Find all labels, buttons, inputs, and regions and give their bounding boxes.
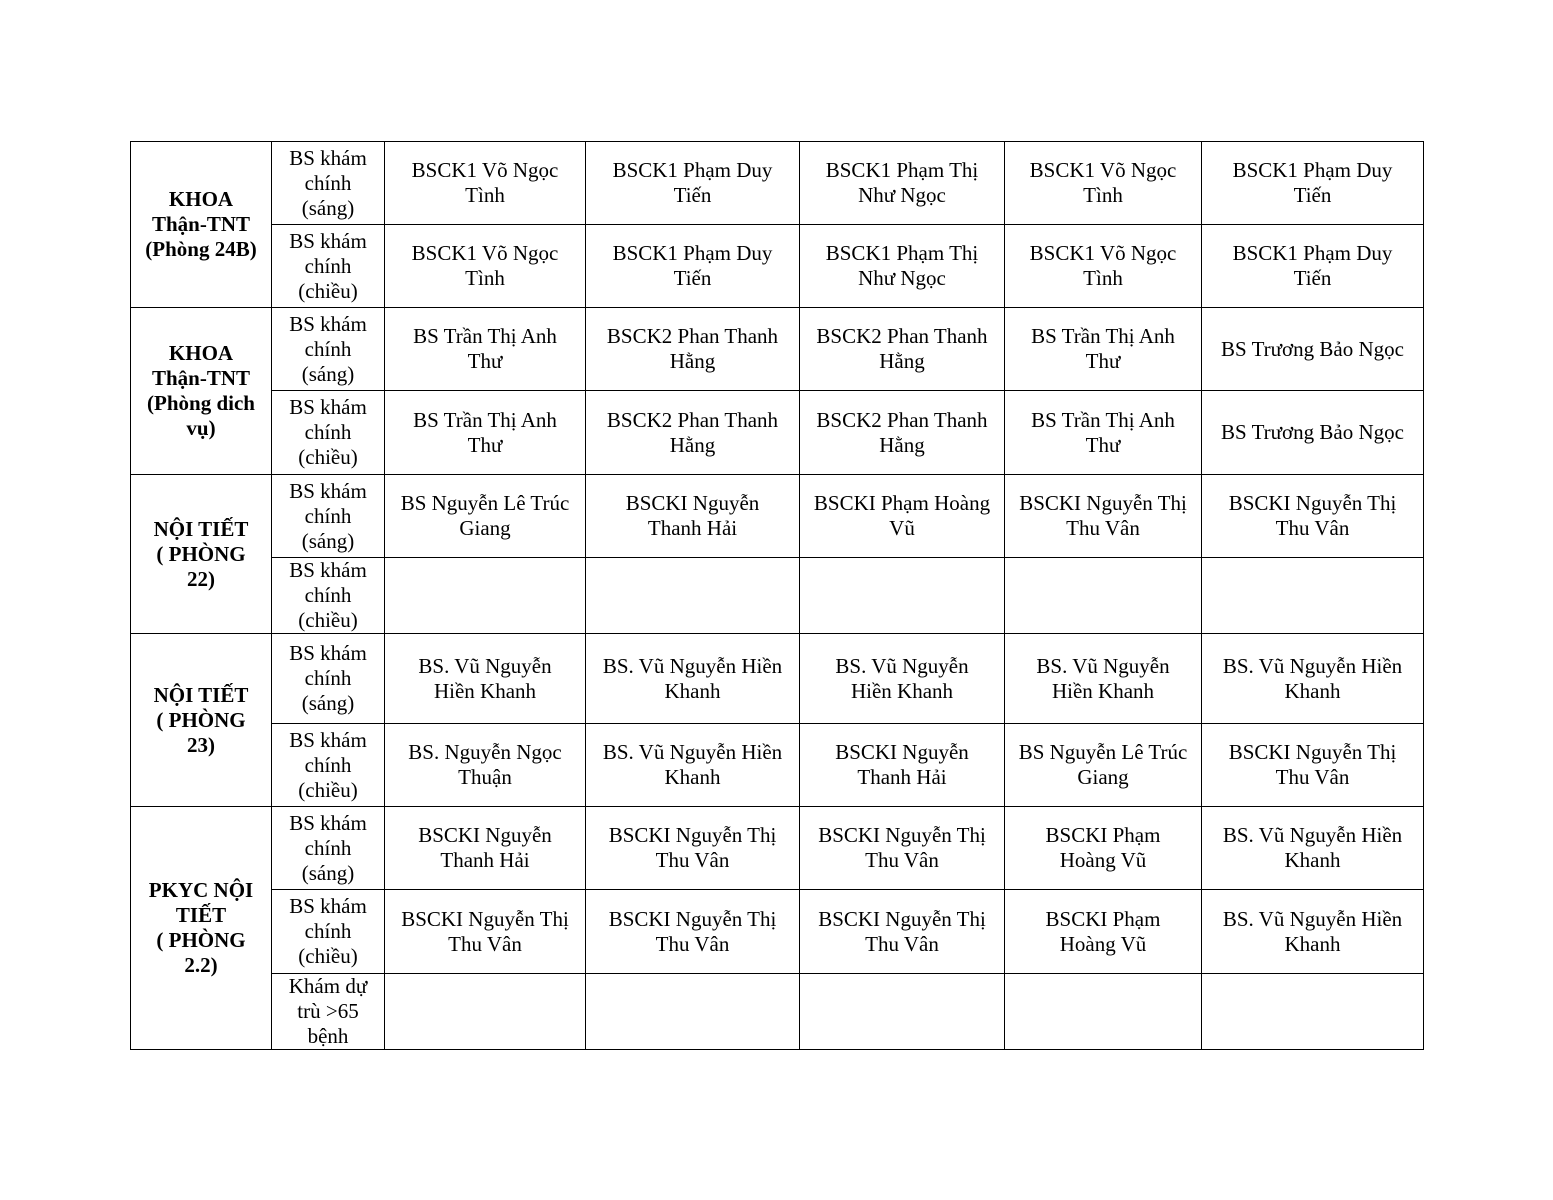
doctor-cell — [800, 634, 1005, 724]
cell-text-line: Khám dự — [288, 974, 368, 998]
cell-text-line: BSCK1 Phạm Thị — [825, 241, 979, 265]
cell-text-line: BSCKI Nguyễn Thị — [1019, 491, 1187, 515]
doctor-cell — [800, 890, 1005, 974]
schedule-body — [131, 142, 1424, 1050]
cell-text-line: BS khám — [289, 145, 367, 170]
doctor-cell — [385, 225, 586, 308]
cell-text-line: BS Trần Thị Anh — [413, 324, 557, 348]
cell-text-line: chính — [304, 835, 352, 860]
cell-text-line: BSCK1 Phạm Duy — [1232, 158, 1393, 182]
cell-text-line: BSCK1 Phạm Duy — [612, 158, 773, 182]
department-cell — [131, 634, 272, 807]
cell-text-line: BS. Nguyễn Ngọc — [408, 740, 562, 764]
doctor-cell — [1202, 475, 1424, 558]
cell-text-line: BSCKI Nguyễn Thị — [608, 823, 777, 847]
cell-text-line: Hằng — [669, 432, 716, 457]
table-row — [131, 225, 1424, 308]
cell-text-line: Tiến — [1293, 266, 1332, 290]
doctor-cell — [1005, 890, 1202, 974]
doctor-cell — [1202, 807, 1424, 890]
cell-text-line: Khanh — [1284, 678, 1341, 703]
cell-text-line: BSCK2 Phan Thanh — [816, 407, 988, 432]
cell-text-line: (Phòng dich — [147, 391, 255, 415]
doctor-cell — [1202, 225, 1424, 308]
shift-cell — [272, 391, 385, 475]
doctor-cell — [1202, 391, 1424, 475]
cell-text-line: chính — [304, 919, 352, 943]
cell-text-line: BS. Vũ Nguyễn Hiền — [1222, 906, 1403, 931]
doctor-cell — [385, 890, 586, 974]
doctor-cell — [1005, 391, 1202, 475]
cell-text-line: 22) — [187, 566, 215, 591]
cell-text-line: BSCKI Nguyễn Thị — [1228, 491, 1397, 515]
shift-cell — [272, 142, 385, 225]
doctor-cell — [586, 475, 800, 558]
shift-cell — [272, 308, 385, 391]
cell-text-line: BSCKI Nguyễn Thị — [1228, 740, 1397, 764]
cell-text-line: BS khám — [289, 727, 367, 752]
doctor-cell — [1005, 807, 1202, 890]
doctor-cell — [800, 724, 1005, 807]
cell-text-line: ( PHÒNG — [156, 707, 246, 732]
cell-text-line: (chiều) — [298, 445, 358, 469]
cell-text-line: BS. Vũ Nguyễn — [835, 653, 969, 678]
doctor-cell — [586, 308, 800, 391]
table-row — [131, 475, 1424, 558]
cell-text-line: Thanh Hải — [857, 765, 947, 789]
doctor-cell — [800, 558, 1005, 634]
cell-text-line: BS khám — [289, 894, 367, 918]
cell-text-line: Hoàng Vũ — [1059, 848, 1147, 872]
cell-text-line: (chiều) — [298, 608, 358, 632]
cell-text-line: BS. Vũ Nguyễn Hiền — [602, 740, 783, 764]
department-cell — [131, 475, 272, 634]
cell-text-line: Giang — [459, 516, 511, 540]
cell-text-line: bệnh — [307, 1024, 349, 1048]
doctor-cell — [1005, 142, 1202, 225]
cell-text-line: BSCKI Phạm Hoàng — [813, 491, 991, 515]
cell-text-line: Thu Vân — [1275, 765, 1350, 789]
cell-text-line: Thận-TNT — [151, 212, 251, 236]
doctor-cell — [385, 634, 586, 724]
cell-text-line: BSCK1 Phạm Duy — [612, 241, 773, 265]
cell-text-line: Thu Vân — [1275, 516, 1350, 540]
doctor-cell — [385, 807, 586, 890]
shift-cell — [272, 890, 385, 974]
doctor-cell — [385, 558, 586, 634]
doctor-cell — [800, 475, 1005, 558]
cell-text-line: vụ) — [186, 416, 216, 440]
shift-cell — [272, 634, 385, 724]
cell-text-line: BSCKI Nguyễn — [835, 740, 969, 764]
cell-text-line: Hằng — [879, 349, 925, 373]
cell-text-line: Tình — [465, 266, 505, 290]
doctor-cell — [1202, 974, 1424, 1050]
cell-text-line: chính — [304, 503, 352, 528]
cell-text-line: BS khám — [289, 641, 367, 665]
cell-text-line: Thu Vân — [865, 848, 939, 872]
doctor-cell — [385, 142, 586, 225]
cell-text-line: BSCK1 Võ Ngọc — [1029, 158, 1177, 182]
doctor-cell — [1202, 308, 1424, 391]
cell-text-line: Như Ngọc — [858, 183, 946, 207]
doctor-cell — [586, 391, 800, 475]
cell-text-line: ( PHÒNG — [156, 928, 246, 952]
cell-text-line: Thư — [1085, 349, 1121, 373]
cell-text-line: Tình — [1083, 183, 1123, 207]
cell-text-line: Như Ngọc — [858, 266, 946, 290]
table-row — [131, 558, 1424, 634]
table-row — [131, 142, 1424, 225]
cell-text-line: Hoàng Vũ — [1059, 931, 1147, 956]
cell-text-line: BS. Vũ Nguyễn — [1036, 653, 1170, 678]
cell-text-line: BS Trương Bảo Ngọc — [1221, 336, 1404, 361]
doctor-cell — [586, 558, 800, 634]
cell-text-line: NỘI TIẾT — [153, 682, 249, 707]
cell-text-line: 2.2) — [184, 953, 218, 977]
cell-text-line: trù >65 — [297, 999, 359, 1023]
cell-text-line: 23) — [187, 732, 215, 757]
cell-text-line: BS. Vũ Nguyễn Hiền — [1222, 653, 1403, 678]
cell-text-line: Tiến — [673, 266, 712, 290]
doctor-cell — [586, 890, 800, 974]
cell-text-line: chính — [304, 583, 352, 607]
cell-text-line: Thu Vân — [655, 931, 730, 956]
cell-text-line: BS Trần Thị Anh — [413, 407, 557, 432]
shift-cell — [272, 475, 385, 558]
doctor-cell — [800, 142, 1005, 225]
cell-text-line: chính — [304, 170, 352, 195]
cell-text-line: (chiều) — [298, 944, 358, 968]
cell-text-line: (sáng) — [301, 361, 355, 386]
cell-text-line: Thu Vân — [865, 931, 939, 956]
cell-text-line: chính — [304, 420, 352, 444]
cell-text-line: Thanh Hải — [440, 848, 530, 872]
cell-text-line: Tiến — [1293, 183, 1332, 207]
cell-text-line: BSCKI Nguyễn Thị — [608, 906, 777, 931]
cell-text-line: Hằng — [879, 432, 925, 457]
doctor-cell — [1202, 890, 1424, 974]
table-row — [131, 308, 1424, 391]
shift-cell — [272, 974, 385, 1050]
cell-text-line: Thanh Hải — [647, 516, 738, 540]
cell-text-line: BS Trương Bảo Ngọc — [1221, 420, 1404, 444]
cell-text-line: Thu Vân — [1066, 516, 1140, 540]
cell-text-line: (sáng) — [301, 528, 355, 553]
cell-text-line: BSCKI Nguyễn — [625, 491, 760, 515]
cell-text-line: BSCK1 Võ Ngọc — [411, 158, 559, 182]
cell-text-line: BSCKI Nguyễn Thị — [818, 823, 986, 847]
doctor-cell — [586, 225, 800, 308]
doctor-cell — [800, 807, 1005, 890]
cell-text-line: Hiền Khanh — [850, 678, 954, 703]
table-row — [131, 974, 1424, 1050]
cell-text-line: Tiến — [673, 183, 712, 207]
doctor-cell — [586, 974, 800, 1050]
cell-text-line: BS Nguyễn Lê Trúc — [400, 491, 570, 515]
department-cell — [131, 142, 272, 308]
cell-text-line: BSCK2 Phan Thanh — [606, 324, 779, 348]
cell-text-line: Khanh — [664, 765, 721, 789]
cell-text-line: NỘI TIẾT — [153, 516, 249, 541]
cell-text-line: chính — [304, 253, 352, 278]
cell-text-line: Thu Vân — [655, 848, 730, 872]
cell-text-line: KHOA — [168, 187, 234, 211]
cell-text-line: BS khám — [289, 478, 367, 503]
doctor-cell — [586, 634, 800, 724]
cell-text-line: BS khám — [289, 395, 367, 419]
cell-text-line: Hằng — [669, 349, 716, 373]
cell-text-line: TIẾT — [175, 903, 227, 927]
doctor-cell — [800, 308, 1005, 391]
doctor-cell — [385, 308, 586, 391]
doctor-cell — [1005, 308, 1202, 391]
doctor-cell — [586, 724, 800, 807]
cell-text-line: BS. Vũ Nguyễn Hiền — [602, 653, 783, 678]
cell-text-line: Giang — [1077, 765, 1129, 789]
doctor-cell — [1202, 558, 1424, 634]
cell-text-line: Thư — [467, 349, 503, 373]
doctor-cell — [385, 974, 586, 1050]
cell-text-line: (chiều) — [298, 278, 358, 303]
table-row — [131, 807, 1424, 890]
cell-text-line: BS khám — [289, 311, 367, 336]
cell-text-line: BS Trần Thị Anh — [1031, 407, 1175, 432]
doctor-cell — [1005, 475, 1202, 558]
cell-text-line: Khanh — [1284, 848, 1341, 872]
shift-cell — [272, 558, 385, 634]
cell-text-line: BSCK1 Phạm Thị — [825, 158, 979, 182]
doctor-cell — [1005, 225, 1202, 308]
cell-text-line: chính — [304, 752, 352, 777]
doctor-cell — [800, 391, 1005, 475]
table-row — [131, 391, 1424, 475]
cell-text-line: Hiền Khanh — [433, 678, 537, 703]
cell-text-line: BSCKI Phạm — [1045, 823, 1161, 847]
doctor-cell — [800, 225, 1005, 308]
cell-text-line: BSCK1 Phạm Duy — [1232, 241, 1393, 265]
cell-text-line: (sáng) — [301, 195, 355, 220]
cell-text-line: chính — [304, 336, 352, 361]
department-cell — [131, 308, 272, 475]
cell-text-line: (Phòng 24B) — [145, 237, 257, 261]
cell-text-line: (chiều) — [298, 777, 358, 802]
cell-text-line: BSCK1 Võ Ngọc — [411, 241, 559, 265]
doctor-cell — [1202, 634, 1424, 724]
doctor-cell — [1202, 724, 1424, 807]
cell-text-line: (sáng) — [301, 860, 355, 885]
cell-text-line: chính — [304, 666, 352, 690]
doctor-cell — [800, 974, 1005, 1050]
cell-text-line: BSCK1 Võ Ngọc — [1029, 241, 1177, 265]
table-row — [131, 890, 1424, 974]
cell-text-line: BSCKI Phạm — [1045, 906, 1161, 931]
cell-text-line: BSCKI Nguyễn — [418, 823, 552, 847]
doctor-cell — [385, 724, 586, 807]
cell-text-line: Thư — [467, 432, 503, 457]
cell-text-line: Hiền Khanh — [1051, 678, 1155, 703]
cell-text-line: BSCKI Nguyễn Thị — [818, 906, 986, 931]
shift-cell — [272, 724, 385, 807]
cell-text-line: BSCK2 Phan Thanh — [816, 324, 988, 348]
schedule-table — [130, 141, 1424, 1050]
cell-text-line: Khanh — [664, 678, 721, 703]
doctor-cell — [586, 142, 800, 225]
cell-text-line: Thận-TNT — [151, 366, 251, 390]
cell-text-line: Thư — [1085, 432, 1121, 457]
cell-text-line: BSCK2 Phan Thanh — [606, 407, 779, 432]
doctor-cell — [586, 807, 800, 890]
shift-cell — [272, 807, 385, 890]
department-cell — [131, 807, 272, 1050]
cell-text-line: BS Nguyễn Lê Trúc — [1018, 740, 1188, 764]
cell-text-line: PKYC NỘI — [148, 878, 254, 902]
doctor-cell — [1005, 634, 1202, 724]
cell-text-line: Thuận — [458, 765, 512, 789]
cell-text-line: BS khám — [289, 228, 367, 253]
cell-text-line: BS Trần Thị Anh — [1031, 324, 1175, 348]
cell-text-line: BS. Vũ Nguyễn Hiền — [1222, 823, 1403, 847]
cell-text-line: Vũ — [889, 516, 915, 540]
doctor-cell — [1005, 724, 1202, 807]
table-row — [131, 634, 1424, 724]
cell-text-line: Khanh — [1284, 931, 1341, 956]
cell-text-line: Thu Vân — [448, 931, 522, 956]
cell-text-line: (sáng) — [301, 691, 355, 715]
cell-text-line: Tình — [1083, 266, 1123, 290]
cell-text-line: BS. Vũ Nguyễn — [418, 653, 552, 678]
cell-text-line: BS khám — [289, 810, 367, 835]
cell-text-line: BS khám — [289, 558, 367, 582]
doctor-cell — [385, 391, 586, 475]
cell-text-line: KHOA — [168, 341, 234, 365]
cell-text-line: Tình — [465, 183, 505, 207]
doctor-cell — [1202, 142, 1424, 225]
cell-text-line: BSCKI Nguyễn Thị — [401, 906, 569, 931]
doctor-cell — [1005, 974, 1202, 1050]
doctor-cell — [1005, 558, 1202, 634]
doctor-cell — [385, 475, 586, 558]
table-row — [131, 724, 1424, 807]
cell-text-line: ( PHÒNG — [156, 541, 246, 566]
shift-cell — [272, 225, 385, 308]
